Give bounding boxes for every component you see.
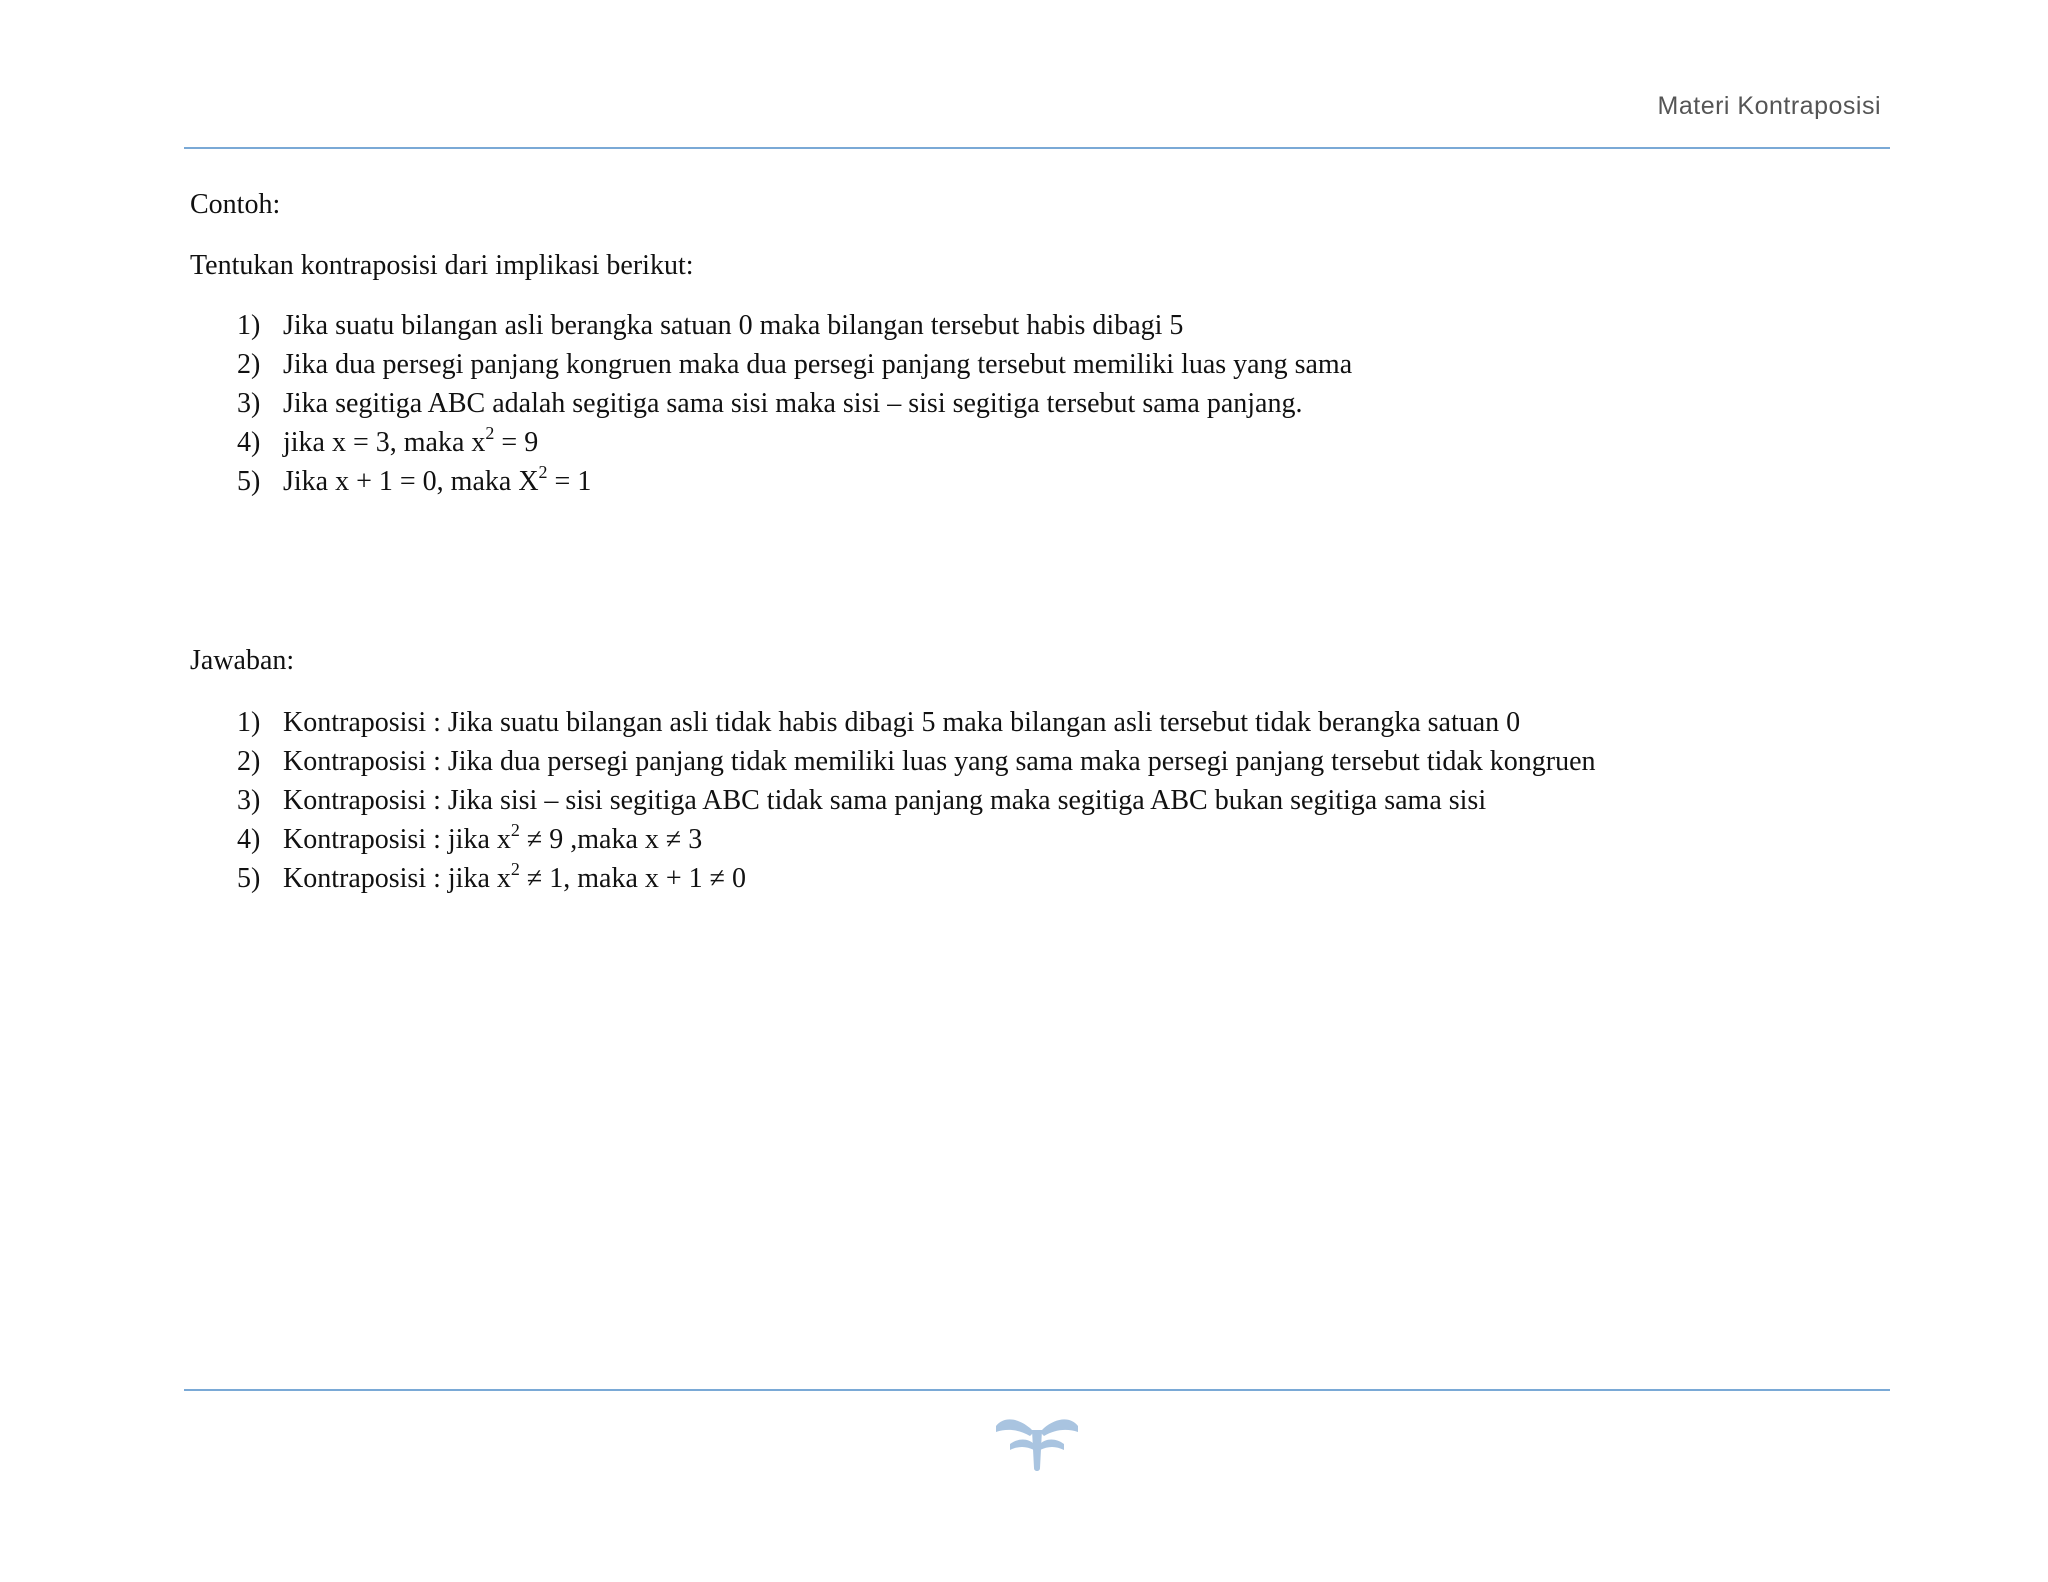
example-list [237,306,1352,501]
list-item [237,742,1596,781]
item-number: 4) [237,427,261,458]
item-number: 5) [237,466,261,497]
item-text: Kontraposisi : Jika sisi – sisi segitiga ABC tidak sama panjang maka segitiga ABC bukan segitiga sama sisi [283,785,1487,816]
item-number: 2) [237,349,261,380]
item-text-post: ≠ 1, maka x + 1 ≠ 0 [519,863,747,894]
item-text-post: ≠ 9 ,maka x ≠ 3 [519,824,703,855]
item-text: Jika segitiga ABC adalah segitiga sama sisi maka sisi – sisi segitiga tersebut sama panjang. [283,388,1303,419]
list-item [237,781,1596,820]
item-text: Kontraposisi : Jika dua persegi panjang tidak memiliki luas yang sama maka persegi panjang tersebut tidak kongruen [283,746,1596,777]
list-item [237,306,1352,345]
header-title: Materi Kontraposisi [1657,92,1881,120]
item-text [283,423,539,458]
item-number: 2) [237,746,261,777]
item-text [283,462,592,497]
item-text-pre: jika x = 3, maka x [283,427,486,458]
item-number: 3) [237,388,261,419]
example-heading: Contoh: [190,189,281,220]
header-divider [184,147,1890,149]
item-number: 3) [237,785,261,816]
example-instruction: Tentukan kontraposisi dari implikasi berikut: [190,250,694,281]
item-text-pre: Jika x + 1 = 0, maka X [283,466,539,497]
item-number: 5) [237,863,261,894]
answer-heading: Jawaban: [190,645,295,676]
item-text: Jika suatu bilangan asli berangka satuan 0 maka bilangan tersebut habis dibagi 5 [283,310,1184,341]
list-item [237,703,1596,742]
item-text [283,820,703,855]
list-item [237,820,1596,859]
item-text: Kontraposisi : Jika suatu bilangan asli tidak habis dibagi 5 maka bilangan asli tersebut tidak berangka satuan 0 [283,707,1521,738]
item-number: 1) [237,707,261,738]
exponent: 2 [538,462,548,482]
list-item [237,384,1352,423]
footer-divider [184,1389,1890,1391]
item-text [283,859,747,894]
item-text-post: = 1 [547,466,592,497]
list-item [237,345,1352,384]
item-text-pre: Kontraposisi : jika x [283,863,511,894]
list-item [237,859,1596,898]
item-number: 1) [237,310,261,341]
item-text-pre: Kontraposisi : jika x [283,824,511,855]
list-item [237,462,1352,501]
answer-list [237,703,1596,898]
item-text: Jika dua persegi panjang kongruen maka dua persegi panjang tersebut memiliki luas yang sama [283,349,1353,380]
tree-logo-icon [990,1410,1084,1476]
item-text-post: = 9 [494,427,539,458]
item-number: 4) [237,824,261,855]
exponent: 2 [485,423,495,443]
exponent: 2 [510,859,520,879]
exponent: 2 [510,820,520,840]
list-item [237,423,1352,462]
